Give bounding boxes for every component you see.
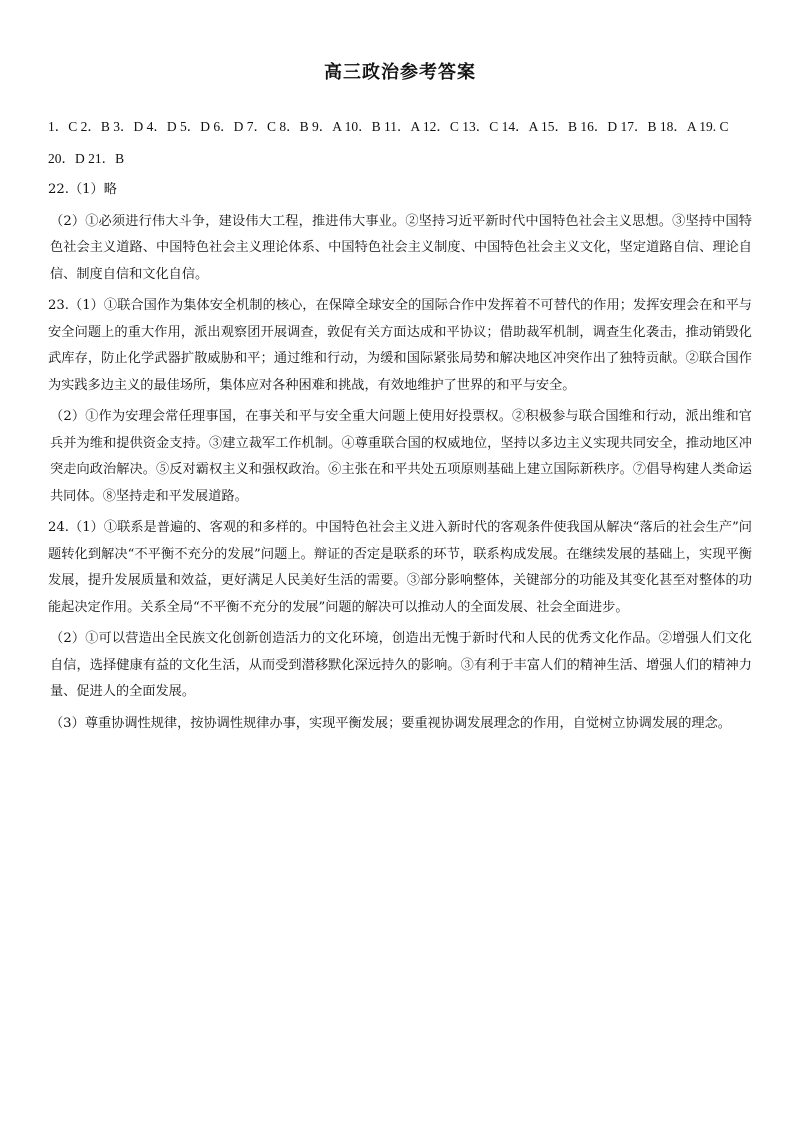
q24-part3: （3）尊重协调性规律，按协调性规律办事，实现平衡发展；要重视协调发展理念的作用，自觉树立协调发展的理念。 (50, 715, 731, 731)
answer-content (48, 114, 752, 742)
q22-part2: （2）①必须进行伟大斗争，建设伟大工程，推进伟大事业。②坚持习近平新时代中国特色社会主义思想。③坚持中国特色社会主义道路、中国特色社会主义理论体系、中国特色社会主义制度、中国特色社会主义文化，坚定道路自信、理论自信、制度自信和文化自信。 (50, 213, 752, 282)
q24-part2: （2）①可以营造出全民族文化创新创造活力的文化环境，创造出无愧于新时代和人民的优秀文化作品。②增强人们文化自信，选择健康有益的文化生活，从而受到潜移默化深远持久的影响。③有利于丰富人们的精神生活、增强人们的精神力量、促进人的全面发展。 (50, 631, 752, 699)
q24-part1: 24.（1）①联系是普遍的、客观的和多样的。中国特色社会主义进入新时代的客观条件使我国从解决“落后的社会生产”问题转化到解决“不平衡不充分的发展”问题上。辩证的否定是联系的环节，联系构成发展。在继续发展的基础上，实现平衡发展，提升发展质量和效益，更好满足人民美好生活的需要。③部分影响整体，关键部分的功能及其变化甚至对整体的功能起决定作用。关系全局“不平衡不充分的发展”问题的解决可以推动人的全面发展、社会全面进步。 (48, 520, 752, 615)
page-title: 高三政治参考答案 (324, 62, 476, 83)
q23-part2: （2）①作为安理会常任理事国，在事关和平与安全重大问题上使用好投票权。②积极参与联合国维和行动，派出维和官兵并为维和提供资金支持。③建立裁军工作机制。④尊重联合国的权威地位，坚持以多边主义实现共同安全，推动地区冲突走向政治解决。⑤反对霸权主义和强权政治。⑥主张在和平共处五项原则基础上建立国际新秩序。⑦倡导构建人类命运共同体。⑧坚持走和平发展道路。 (50, 409, 752, 504)
q22-part1: 22.（1）略 (48, 182, 117, 197)
choice-answers-line-1: 1．C 2．B 3．D 4．D 5．D 6．D 7．C 8．B 9．A 10．B 11．A 12．C 13．C 14．A 15．B 16．D 17．B 18．A 19. C (48, 119, 729, 134)
choice-answers-line-2: 20．D 21．B (48, 150, 125, 166)
q23-part1: 23.（1）①联合国作为集体安全机制的核心，在保障全球安全的国际合作中发挥着不可替代的作用；发挥安理会在和平与安全问题上的重大作用，派出观察团开展调查，敦促有关方面达成和平协议；借助裁军机制，调查生化袭击，推动销毁化武库存，防止化学武器扩散威胁和平；通过维和行动，为缓和国际紧张局势和解决地区冲突作出了独特贡献。②联合国作为实践多边主义的最佳场所，集体应对各种困难和挑战，有效地维护了世界的和平与安全。 (48, 298, 752, 393)
